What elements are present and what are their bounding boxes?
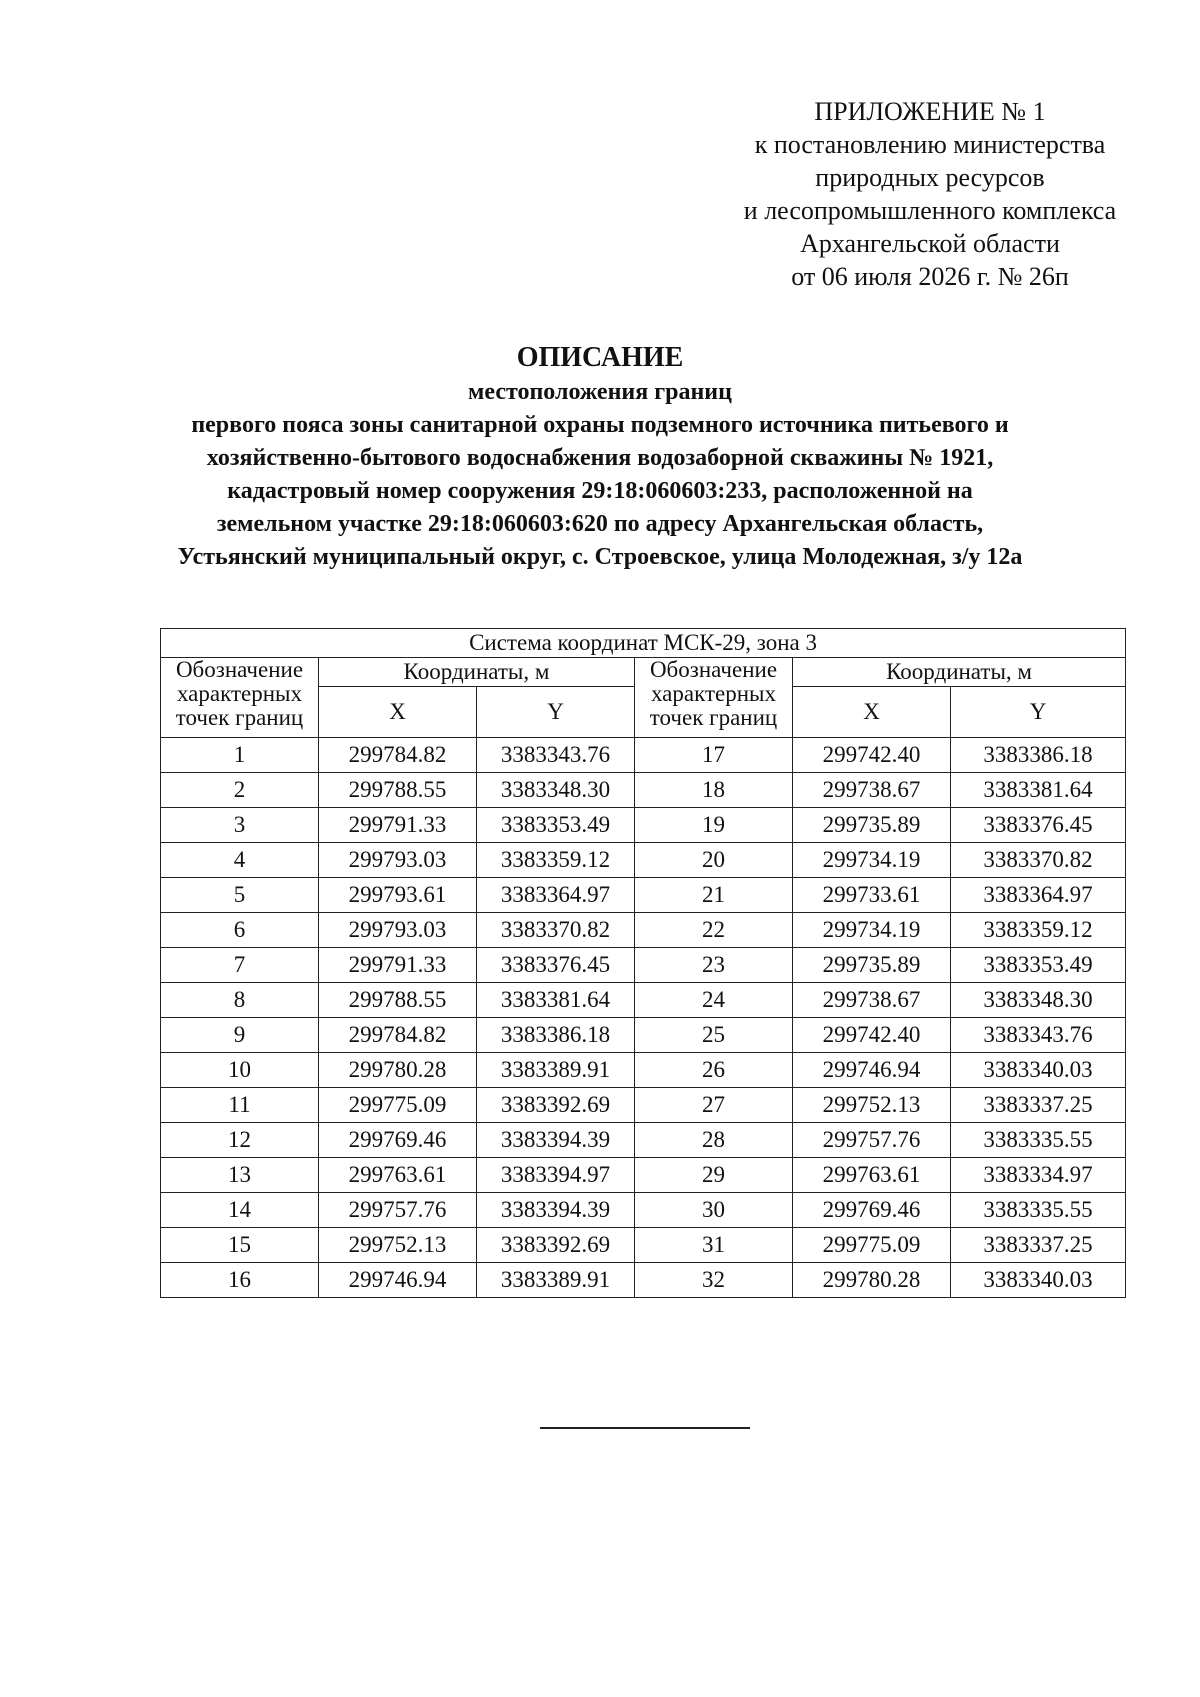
- coordinates-table-body: [161, 738, 1126, 1298]
- point-number: 6: [161, 913, 319, 948]
- y-value: 3383392.69: [477, 1228, 635, 1263]
- y-value: 3383389.91: [477, 1053, 635, 1088]
- appendix-line: от 06 июля 2026 г. № 26п: [791, 262, 1069, 291]
- point-number: 11: [161, 1088, 319, 1123]
- x-value: 299793.03: [319, 843, 477, 878]
- point-number: 21: [635, 878, 793, 913]
- y-value: 3383337.25: [951, 1088, 1126, 1123]
- heading-line: кадастровый номер сооружения 29:18:060603:233, расположенной на: [227, 478, 973, 504]
- x-value: 299746.94: [319, 1263, 477, 1298]
- table-row: [161, 1088, 1126, 1123]
- x-value: 299780.28: [793, 1263, 951, 1298]
- y-value: 3383370.82: [951, 843, 1126, 878]
- x-value: 299733.61: [793, 878, 951, 913]
- point-number: 18: [635, 773, 793, 808]
- x-value: 299738.67: [793, 983, 951, 1018]
- table-row: [161, 948, 1126, 983]
- table-row: [161, 1193, 1126, 1228]
- point-number: 13: [161, 1158, 319, 1193]
- x-value: 299734.19: [793, 843, 951, 878]
- point-number: 27: [635, 1088, 793, 1123]
- x-value: 299788.55: [319, 983, 477, 1018]
- x-value: 299780.28: [319, 1053, 477, 1088]
- x-value: 299752.13: [319, 1228, 477, 1263]
- point-number: 19: [635, 808, 793, 843]
- y-value: 3383343.76: [477, 738, 635, 773]
- x-value: 299793.61: [319, 878, 477, 913]
- coordinates-header-left: Координаты, м: [319, 658, 635, 687]
- y-value: 3383335.55: [951, 1123, 1126, 1158]
- table-row: [161, 913, 1126, 948]
- point-number: 15: [161, 1228, 319, 1263]
- y-value: 3383394.39: [477, 1193, 635, 1228]
- point-number: 32: [635, 1263, 793, 1298]
- x-value: 299784.82: [319, 1018, 477, 1053]
- coordinates-table: [160, 628, 1126, 1298]
- y-value: 3383394.97: [477, 1158, 635, 1193]
- point-number: 26: [635, 1053, 793, 1088]
- point-number: 7: [161, 948, 319, 983]
- x-value: 299791.33: [319, 948, 477, 983]
- x-value: 299788.55: [319, 773, 477, 808]
- table-row: [161, 1053, 1126, 1088]
- heading-line: хозяйственно-бытового водоснабжения водозаборной скважины № 1921,: [206, 445, 994, 471]
- table-row: [161, 843, 1126, 878]
- point-number: 16: [161, 1263, 319, 1298]
- y-value: 3383348.30: [477, 773, 635, 808]
- y-value: 3383340.03: [951, 1263, 1126, 1298]
- x-value: 299763.61: [793, 1158, 951, 1193]
- table-row: [161, 773, 1126, 808]
- y-value: 3383389.91: [477, 1263, 635, 1298]
- closing-rule: [540, 1427, 750, 1429]
- designation-header-left: Обозначение характерных точек границ: [161, 658, 319, 738]
- point-number: 10: [161, 1053, 319, 1088]
- y-value: 3383343.76: [951, 1018, 1126, 1053]
- table-row: [161, 1018, 1126, 1053]
- table-row: [161, 1263, 1126, 1298]
- point-number: 25: [635, 1018, 793, 1053]
- x-value: 299735.89: [793, 948, 951, 983]
- point-number: 4: [161, 843, 319, 878]
- y-value: 3383376.45: [477, 948, 635, 983]
- x-value: 299735.89: [793, 808, 951, 843]
- point-number: 17: [635, 738, 793, 773]
- appendix-line: Архангельской области: [800, 229, 1060, 258]
- appendix-block: [725, 95, 1135, 293]
- appendix-line: природных ресурсов: [815, 163, 1045, 192]
- heading-line: земельном участке 29:18:060603:620 по адресу Архангельская область,: [216, 511, 984, 537]
- heading-line: местоположения границ: [468, 379, 732, 405]
- y-value: 3383359.12: [951, 913, 1126, 948]
- x-value: 299775.09: [319, 1088, 477, 1123]
- y-value: 3383386.18: [951, 738, 1126, 773]
- y-value: 3383376.45: [951, 808, 1126, 843]
- point-number: 5: [161, 878, 319, 913]
- table-row: [161, 1158, 1126, 1193]
- x-value: 299746.94: [793, 1053, 951, 1088]
- appendix-line: и лесопромышленного комплекса: [743, 196, 1117, 225]
- y-value: 3383370.82: [477, 913, 635, 948]
- point-number: 3: [161, 808, 319, 843]
- x-value: 299775.09: [793, 1228, 951, 1263]
- x-value: 299769.46: [793, 1193, 951, 1228]
- x-value: 299784.82: [319, 738, 477, 773]
- y-value: 3383340.03: [951, 1053, 1126, 1088]
- table-row: [161, 808, 1126, 843]
- y-value: 3383353.49: [477, 808, 635, 843]
- table-row: [161, 878, 1126, 913]
- y-value: 3383386.18: [477, 1018, 635, 1053]
- y-value: 3383381.64: [477, 983, 635, 1018]
- point-number: 23: [635, 948, 793, 983]
- x-value: 299752.13: [793, 1088, 951, 1123]
- document-title: ОПИСАНИЕ: [516, 342, 684, 373]
- point-number: 30: [635, 1193, 793, 1228]
- point-number: 28: [635, 1123, 793, 1158]
- table-row: [161, 983, 1126, 1018]
- y-value: 3383334.97: [951, 1158, 1126, 1193]
- point-number: 20: [635, 843, 793, 878]
- x-header-left: X: [319, 687, 477, 738]
- x-value: 299769.46: [319, 1123, 477, 1158]
- y-value: 3383364.97: [951, 878, 1126, 913]
- y-header-right: Y: [951, 687, 1126, 738]
- x-value: 299757.76: [793, 1123, 951, 1158]
- x-value: 299742.40: [793, 1018, 951, 1053]
- point-number: 22: [635, 913, 793, 948]
- y-value: 3383335.55: [951, 1193, 1126, 1228]
- x-value: 299734.19: [793, 913, 951, 948]
- table-row: [161, 1123, 1126, 1158]
- point-number: 29: [635, 1158, 793, 1193]
- point-number: 2: [161, 773, 319, 808]
- x-header-right: X: [793, 687, 951, 738]
- point-number: 12: [161, 1123, 319, 1158]
- y-header-left: Y: [477, 687, 635, 738]
- x-value: 299742.40: [793, 738, 951, 773]
- heading-line: Устьянский муниципальный округ, с. Строевское, улица Молодежная, з/у 12а: [177, 544, 1023, 570]
- point-number: 24: [635, 983, 793, 1018]
- point-number: 9: [161, 1018, 319, 1053]
- coordinates-header-right: Координаты, м: [793, 658, 1126, 687]
- point-number: 1: [161, 738, 319, 773]
- document-heading: [100, 340, 1100, 574]
- x-value: 299757.76: [319, 1193, 477, 1228]
- y-value: 3383359.12: [477, 843, 635, 878]
- x-value: 299763.61: [319, 1158, 477, 1193]
- x-value: 299738.67: [793, 773, 951, 808]
- x-value: 299791.33: [319, 808, 477, 843]
- point-number: 14: [161, 1193, 319, 1228]
- heading-line: первого пояса зоны санитарной охраны подземного источника питьевого и: [191, 412, 1009, 438]
- designation-header-right: Обозначение характерных точек границ: [635, 658, 793, 738]
- y-value: 3383392.69: [477, 1088, 635, 1123]
- y-value: 3383337.25: [951, 1228, 1126, 1263]
- y-value: 3383364.97: [477, 878, 635, 913]
- point-number: 31: [635, 1228, 793, 1263]
- y-value: 3383348.30: [951, 983, 1126, 1018]
- y-value: 3383381.64: [951, 773, 1126, 808]
- x-value: 299793.03: [319, 913, 477, 948]
- y-value: 3383394.39: [477, 1123, 635, 1158]
- table-row: [161, 738, 1126, 773]
- y-value: 3383353.49: [951, 948, 1126, 983]
- appendix-line: ПРИЛОЖЕНИЕ № 1: [814, 97, 1046, 126]
- appendix-line: к постановлению министерства: [754, 130, 1106, 159]
- coordinate-system-header: Система координат МСК-29, зона 3: [161, 629, 1126, 658]
- table-row: [161, 1228, 1126, 1263]
- point-number: 8: [161, 983, 319, 1018]
